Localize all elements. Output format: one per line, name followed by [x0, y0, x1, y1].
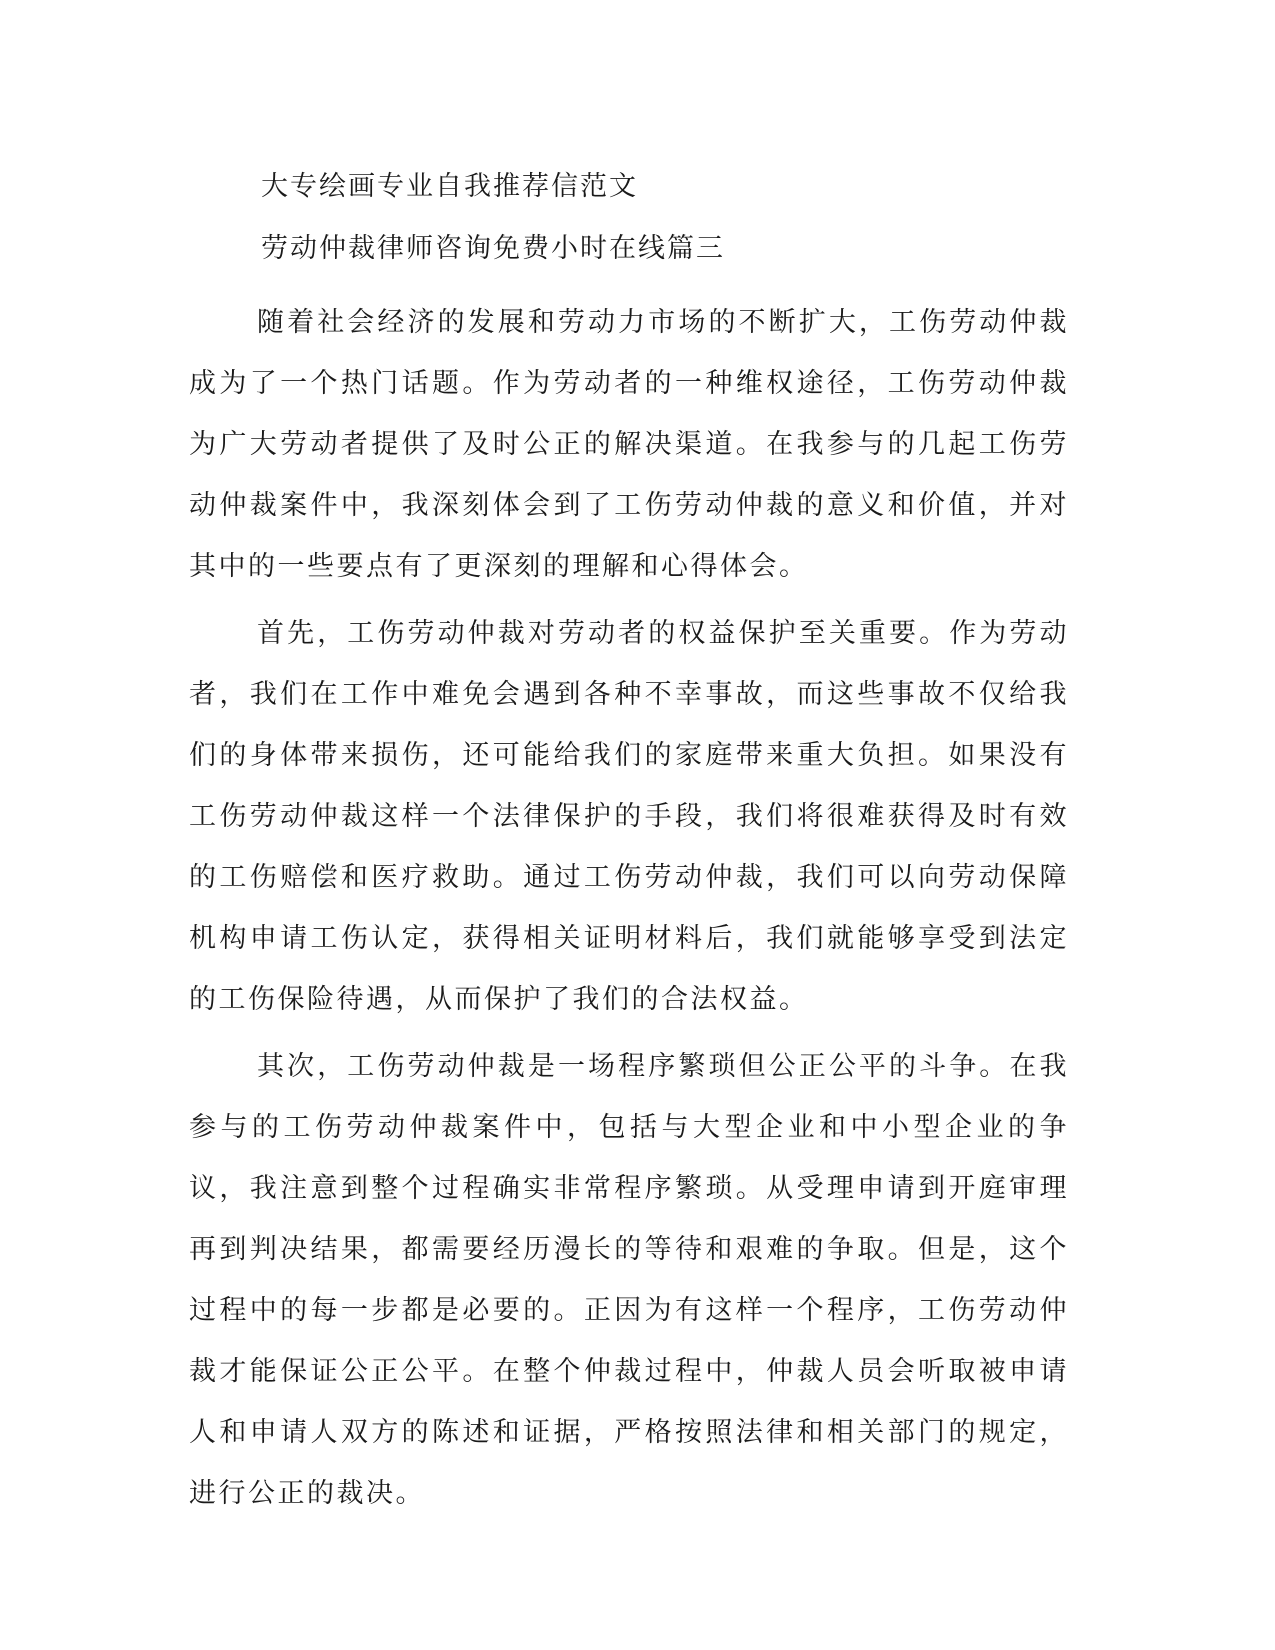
- paragraph-2: 首先，工伤劳动仲裁对劳动者的权益保护至关重要。作为劳动者，我们在工作中难免会遇到各种不幸事故，而这些事故不仅给我们的身体带来损伤，还可能给我们的家庭带来重大负担。如果没有工伤劳动仲裁这样一个法律保护的手段，我们将很难获得及时有效的工伤赔偿和医疗救助。通过工伤劳动仲裁，我们可以向劳动保障机构申请工伤认定，获得相关证明材料后，我们就能够享受到法定的工伤保险待遇，从而保护了我们的合法权益。: [189, 618, 1069, 1015]
- document-title: 大专绘画专业自我推荐信范文: [261, 171, 638, 202]
- paragraph-1: 随着社会经济的发展和劳动力市场的不断扩大，工伤劳动仲裁成为了一个热门话题。作为劳动者的一种维权途径，工伤劳动仲裁为广大劳动者提供了及时公正的解决渠道。在我参与的几起工伤劳动仲裁案件中，我深刻体会到了工伤劳动仲裁的意义和价值，并对其中的一些要点有了更深刻的理解和心得体会。: [189, 307, 1069, 582]
- document-body: [189, 168, 1069, 1524]
- paragraph-3: 其次，工伤劳动仲裁是一场程序繁琐但公正公平的斗争。在我参与的工伤劳动仲裁案件中，包括与大型企业和中小型企业的争议，我注意到整个过程确实非常程序繁琐。从受理申请到开庭审理再到判决结果，都需要经历漫长的等待和艰难的争取。但是，这个过程中的每一步都是必要的。正因为有这样一个程序，工伤劳动仲裁才能保证公正公平。在整个仲裁过程中，仲裁人员会听取被申请人和申请人双方的陈述和证据，严格按照法律和相关部门的规定，进行公正的裁决。: [189, 1051, 1069, 1509]
- document-subtitle: 劳动仲裁律师咨询免费小时在线篇三: [261, 233, 725, 264]
